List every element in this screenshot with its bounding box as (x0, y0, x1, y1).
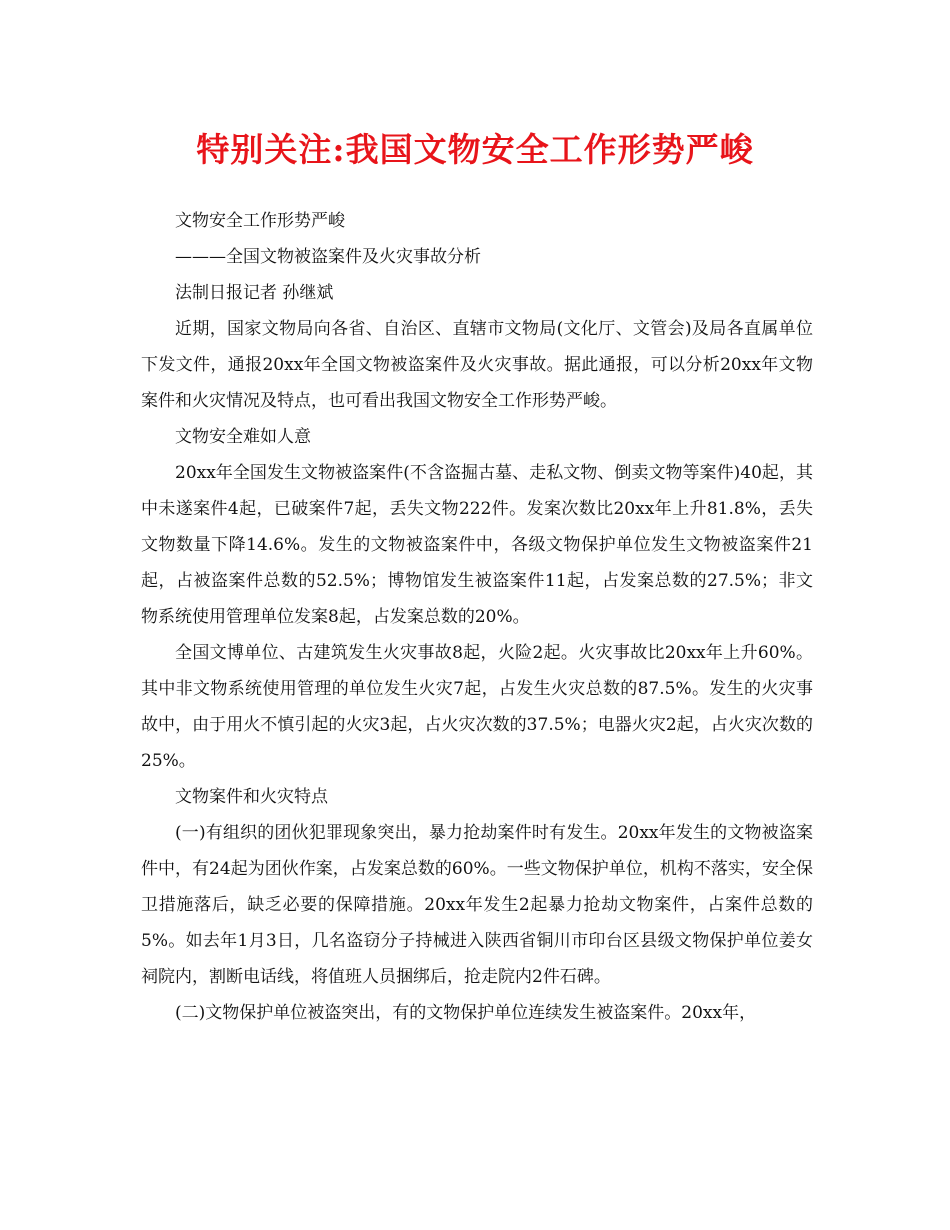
paragraph-intro: 近期，国家文物局向各省、自治区、直辖市文物局(文化厅、文管会)及局各直属单位下发文件，通报20xx年全国文物被盗案件及火灾事故。据此通报，可以分析20xx年文物案件和火灾情况及特点，也可看出我国文物安全工作形势严峻。 (141, 319, 813, 411)
section-heading-characteristics: 文物案件和火灾特点 (175, 787, 328, 807)
subtitle-analysis: ———全国文物被盗案件及火灾事故分析 (175, 247, 481, 267)
paragraph-point-one: (一)有组织的团伙犯罪现象突出，暴力抢劫案件时有发生。20xx年发生的文物被盗案件中，有24起为团伙作案，占发案总数的60%。一些文物保护单位，机构不落实，安全保卫措施落后，缺乏必要的保障措施。20xx年发生2起暴力抢劫文物案件，占案件总数的5%。如去年1月3日，几名盗窃分子持械进入陕西省铜川市印台区县级文物保护单位姜女祠院内，割断电话线，将值班人员捆绑后，抢走院内2件石碑。 (141, 823, 813, 987)
document-title: 特别关注:我国文物安全工作形势严峻 (196, 130, 754, 169)
paragraph-theft-cases: 20xx年全国发生文物被盗案件(不含盗掘古墓、走私文物、倒卖文物等案件)40起，其中未遂案件4起，已破案件7起，丢失文物222件。发案次数比20xx年上升81.8%，丢失文物数量下降14.6%。发生的文物被盗案件中，各级文物保护单位发生文物被盗案件21起，占被盗案件总数的52.5%；博物馆发生被盗案件11起，占发案总数的27.5%；非文物系统使用管理单位发案8起，占发案总数的20%。 (141, 463, 813, 627)
section-heading-safety: 文物安全难如人意 (175, 427, 311, 447)
paragraph-fire-accidents: 全国文博单位、古建筑发生火灾事故8起，火险2起。火灾事故比20xx年上升60%。其中非文物系统使用管理的单位发生火灾7起，占发生火灾总数的87.5%。发生的火灾事故中，由于用火不慎引起的火灾3起，占火灾次数的37.5%；电器火灾2起，占火灾次数的25%。 (141, 643, 813, 771)
subheading-safety-situation: 文物安全工作形势严峻 (175, 211, 345, 231)
byline: 法制日报记者 孙继斌 (175, 283, 334, 303)
paragraph-point-two: (二)文物保护单位被盗突出，有的文物保护单位连续发生被盗案件。20xx年， (175, 1003, 757, 1023)
document-body (141, 203, 813, 1031)
